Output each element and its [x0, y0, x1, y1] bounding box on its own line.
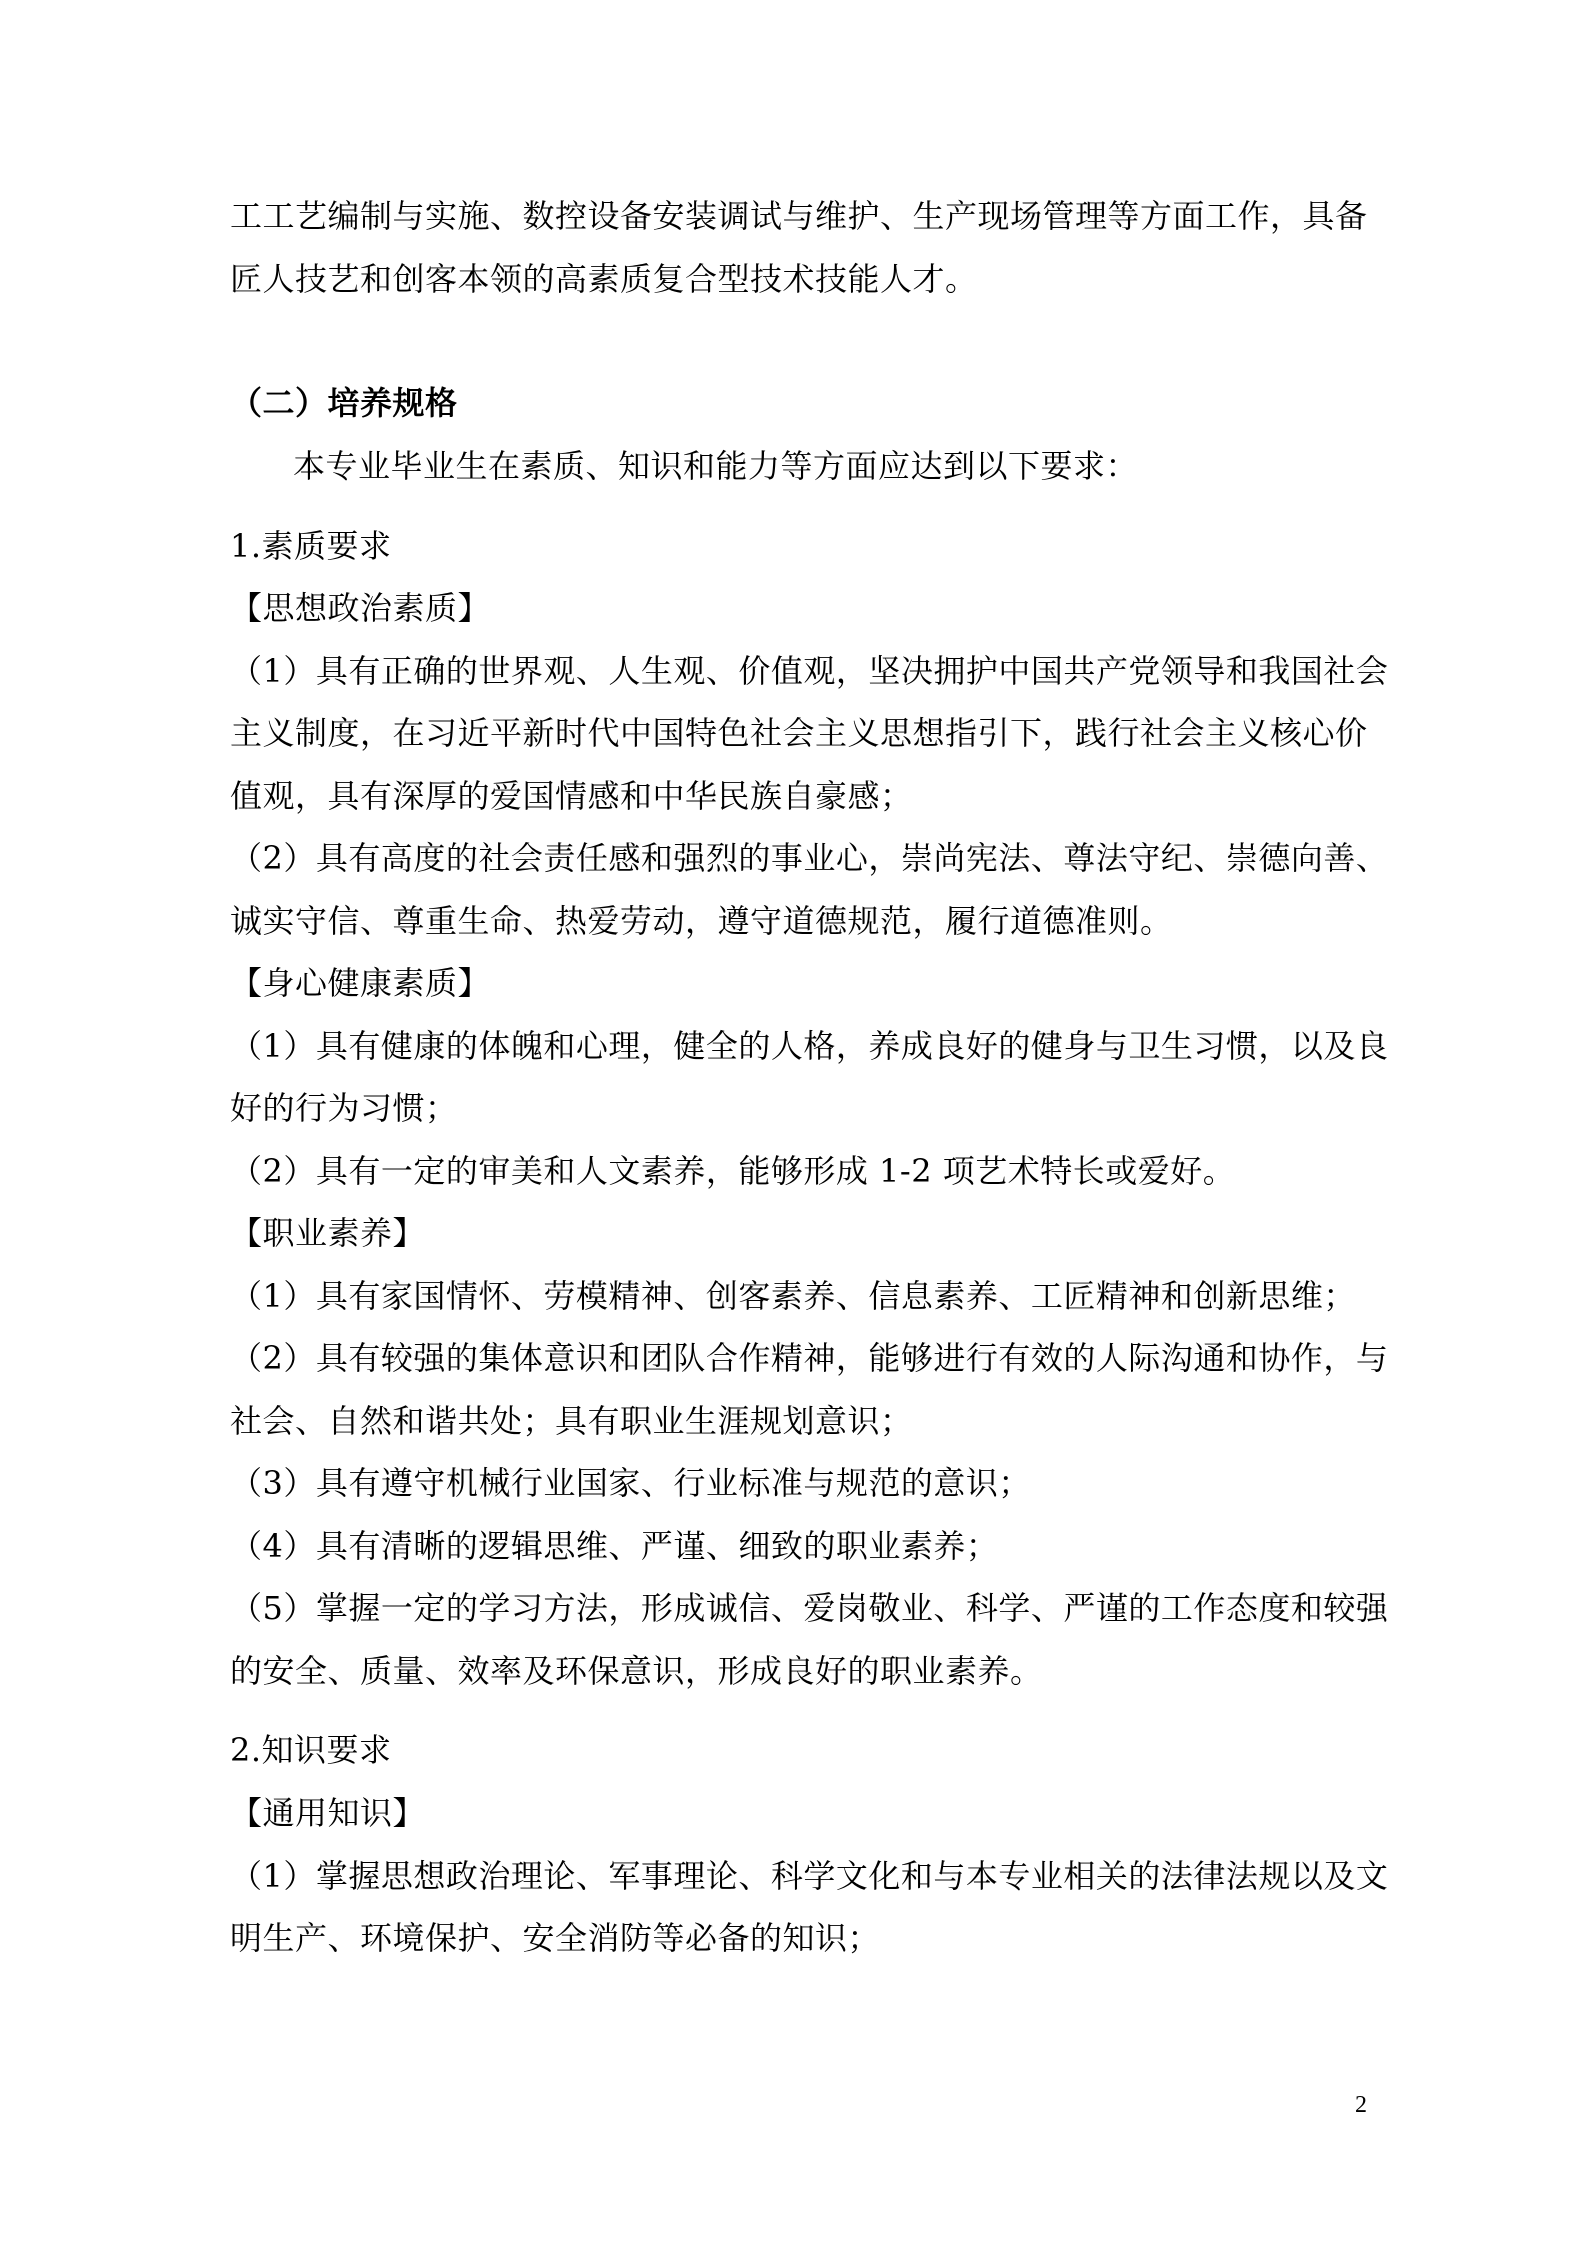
- general-knowledge-line-1: （1）掌握思想政治理论、军事理论、科学文化和与本专业相关的法律法规以及文: [230, 1857, 1389, 1895]
- professional-label: 【职业素养】: [230, 1214, 426, 1252]
- professional-line-1: （1）具有家国情怀、劳模精神、创客素养、信息素养、工匠精神和创新思维；: [230, 1277, 1356, 1315]
- political-label: 【思想政治素质】: [230, 589, 491, 627]
- political-line-3: 值观，具有深厚的爱国情感和中华民族自豪感；: [230, 777, 913, 815]
- section-intro: 本专业毕业生在素质、知识和能力等方面应达到以下要求：: [293, 447, 1139, 485]
- political-line-5: 诚实守信、尊重生命、热爱劳动，遵守道德规范，履行道德准则。: [230, 902, 1173, 940]
- professional-line-4: （3）具有遵守机械行业国家、行业标准与规范的意识；: [230, 1464, 1031, 1502]
- professional-line-2: （2）具有较强的集体意识和团队合作精神，能够进行有效的人际沟通和协作，与: [230, 1339, 1389, 1377]
- professional-line-7: 的安全、质量、效率及环保意识，形成良好的职业素养。: [230, 1652, 1043, 1690]
- quality-heading: 1.素质要求: [230, 527, 392, 565]
- knowledge-heading: 2.知识要求: [230, 1731, 392, 1769]
- intro-line-1: 工工艺编制与实施、数控设备安装调试与维护、生产现场管理等方面工作，具备: [230, 197, 1368, 235]
- professional-line-3: 社会、自然和谐共处；具有职业生涯规划意识；: [230, 1402, 913, 1440]
- health-line-3: （2）具有一定的审美和人文素养，能够形成 1-2 项艺术特长或爱好。: [230, 1152, 1236, 1190]
- health-line-2: 好的行为习惯；: [230, 1089, 458, 1127]
- page-number: 2: [1355, 2092, 1367, 2118]
- political-line-2: 主义制度，在习近平新时代中国特色社会主义思想指引下，践行社会主义核心价: [230, 714, 1368, 752]
- political-line-1: （1）具有正确的世界观、人生观、价值观，坚决拥护中国共产党领导和我国社会: [230, 652, 1389, 690]
- professional-line-6: （5）掌握一定的学习方法，形成诚信、爱岗敬业、科学、严谨的工作态度和较强: [230, 1589, 1389, 1627]
- general-knowledge-line-2: 明生产、环境保护、安全消防等必备的知识；: [230, 1919, 881, 1957]
- health-label: 【身心健康素质】: [230, 964, 491, 1002]
- section-heading: （二）培养规格: [230, 384, 458, 422]
- general-knowledge-label: 【通用知识】: [230, 1794, 426, 1832]
- intro-line-2: 匠人技艺和创客本领的高素质复合型技术技能人才。: [230, 260, 978, 298]
- political-line-4: （2）具有高度的社会责任感和强烈的事业心，崇尚宪法、尊法守纪、崇德向善、: [230, 839, 1389, 877]
- health-line-1: （1）具有健康的体魄和心理，健全的人格，养成良好的健身与卫生习惯，以及良: [230, 1027, 1389, 1065]
- professional-line-5: （4）具有清晰的逻辑思维、严谨、细致的职业素养；: [230, 1527, 999, 1565]
